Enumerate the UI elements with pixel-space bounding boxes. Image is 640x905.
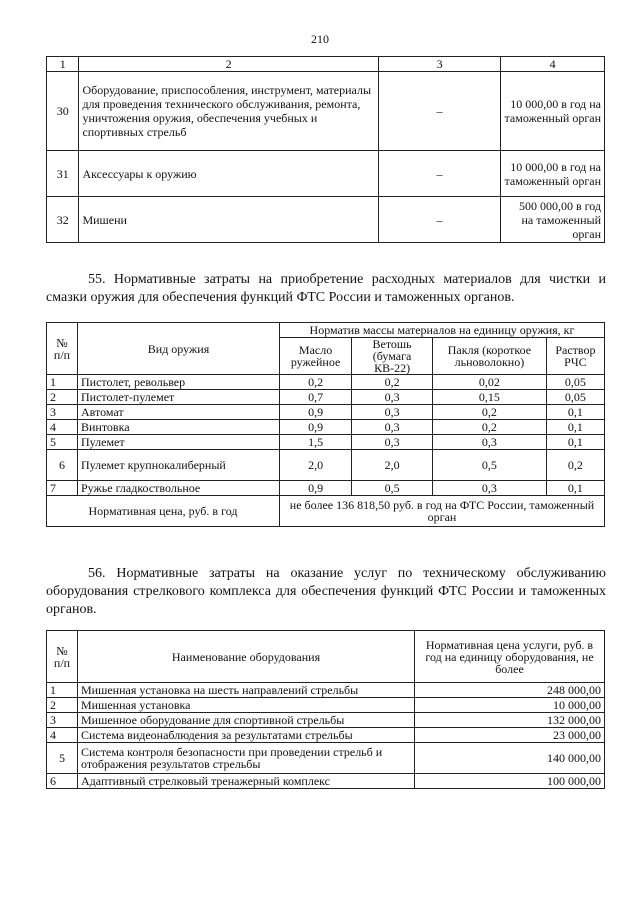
row-number: 30	[47, 72, 79, 151]
tow-value: 0,3	[433, 435, 547, 450]
table-row	[47, 420, 605, 435]
equipment-price: 248 000,00	[415, 683, 605, 698]
rags-value: 0,3	[352, 435, 433, 450]
equipment-name: Система контроля безопасности при проведении стрельб и отображения результатов стрельбы	[78, 743, 415, 774]
item-name: Оборудование, приспособления, инструмент, материалы для проведения технического обслуживания, ремонта, уничтожения оружия, обеспечения учебных и спортивных стрельб	[79, 72, 378, 151]
header-tow: Пакля (короткое льноволокно)	[433, 338, 547, 375]
table-row	[47, 728, 605, 743]
header-weapon-kind: Вид оружия	[78, 323, 280, 375]
row-number: 3	[47, 713, 78, 728]
table-row	[47, 698, 605, 713]
equipment-name: Система видеонаблюдения за результатами стрельбы	[78, 728, 415, 743]
table-header-row	[47, 323, 605, 338]
row-number: 4	[47, 728, 78, 743]
row-number: 31	[47, 151, 79, 197]
equipment-cost-table	[46, 56, 605, 243]
row-number: 7	[47, 481, 78, 496]
table-row	[47, 743, 605, 774]
cleaning-materials-table	[46, 322, 605, 527]
tow-value: 0,2	[433, 420, 547, 435]
equipment-name: Мишенное оборудование для спортивной стрельбы	[78, 713, 415, 728]
equipment-name: Мишенная установка на шесть направлений стрельбы	[78, 683, 415, 698]
equipment-price: 23 000,00	[415, 728, 605, 743]
weapon-kind: Винтовка	[78, 420, 280, 435]
oil-value: 0,9	[280, 481, 352, 496]
header-number: № п/п	[47, 323, 78, 375]
item-col3: –	[378, 72, 500, 151]
oil-value: 0,2	[280, 375, 352, 390]
row-number: 6	[47, 774, 78, 789]
row-number: 2	[47, 698, 78, 713]
item-col3: –	[378, 151, 500, 197]
column-number-1: 1	[47, 57, 79, 72]
tow-value: 0,15	[433, 390, 547, 405]
table-row	[47, 72, 605, 151]
row-number: 2	[47, 390, 78, 405]
item-price: 500 000,00 в год на таможенный орган	[501, 197, 605, 243]
total-row	[47, 496, 605, 527]
rags-value: 0,3	[352, 390, 433, 405]
row-number: 1	[47, 375, 78, 390]
item-name: Мишени	[79, 197, 378, 243]
oil-value: 0,7	[280, 390, 352, 405]
paragraph-56: 56. Нормативные затраты на оказание услуг по техническому обслуживанию оборудования стрелкового комплекса для обеспечения функций ФТС России и таможенных органов.	[46, 566, 606, 617]
row-number: 5	[47, 435, 78, 450]
solution-value: 0,05	[546, 375, 604, 390]
solution-value: 0,05	[546, 390, 604, 405]
rags-value: 0,5	[352, 481, 433, 496]
table-row	[47, 197, 605, 243]
rags-value: 0,2	[352, 375, 433, 390]
header-price: Нормативная цена услуги, руб. в год на единицу оборудования, не более	[415, 631, 605, 683]
weapon-kind: Пулемет крупнокалиберный	[78, 450, 280, 481]
row-number: 4	[47, 420, 78, 435]
table-row	[47, 774, 605, 789]
solution-value: 0,2	[546, 450, 604, 481]
table-row	[47, 713, 605, 728]
total-value: не более 136 818,50 руб. в год на ФТС России, таможенный орган	[280, 496, 605, 527]
paragraph-55: 55. Нормативные затраты на приобретение расходных материалов для чистки и смазки оружия для обеспечения функций ФТС России и таможенных органов.	[46, 272, 606, 305]
equipment-price: 100 000,00	[415, 774, 605, 789]
row-number: 5	[47, 743, 78, 774]
total-label: Нормативная цена, руб. в год	[47, 496, 280, 527]
weapon-kind: Ружье гладкоствольное	[78, 481, 280, 496]
equipment-price: 132 000,00	[415, 713, 605, 728]
row-number: 3	[47, 405, 78, 420]
solution-value: 0,1	[546, 405, 604, 420]
oil-value: 2,0	[280, 450, 352, 481]
table-row	[47, 435, 605, 450]
solution-value: 0,1	[546, 420, 604, 435]
equipment-name: Адаптивный стрелковый тренажерный комплекс	[78, 774, 415, 789]
weapon-kind: Автомат	[78, 405, 280, 420]
table-row	[47, 151, 605, 197]
header-equipment-name: Наименование оборудования	[78, 631, 415, 683]
row-number: 32	[47, 197, 79, 243]
table-row	[47, 375, 605, 390]
solution-value: 0,1	[546, 481, 604, 496]
tow-value: 0,3	[433, 481, 547, 496]
item-name: Аксессуары к оружию	[79, 151, 378, 197]
table-row	[47, 405, 605, 420]
table-row	[47, 390, 605, 405]
weapon-kind: Пулемет	[78, 435, 280, 450]
equipment-name: Мишенная установка	[78, 698, 415, 713]
table-row	[47, 683, 605, 698]
tow-value: 0,02	[433, 375, 547, 390]
table-header-row	[47, 631, 605, 683]
row-number: 6	[47, 450, 78, 481]
table-row	[47, 450, 605, 481]
tow-value: 0,5	[433, 450, 547, 481]
table-header-row	[47, 57, 605, 72]
header-oil: Масло ружейное	[280, 338, 352, 375]
weapon-kind: Пистолет-пулемет	[78, 390, 280, 405]
oil-value: 0,9	[280, 420, 352, 435]
rags-value: 0,3	[352, 420, 433, 435]
equipment-price: 140 000,00	[415, 743, 605, 774]
row-number: 1	[47, 683, 78, 698]
page-number: 210	[311, 32, 329, 46]
item-price: 10 000,00 в год на таможенный орган	[501, 72, 605, 151]
oil-value: 0,9	[280, 405, 352, 420]
column-number-4: 4	[501, 57, 605, 72]
equipment-price: 10 000,00	[415, 698, 605, 713]
solution-value: 0,1	[546, 435, 604, 450]
table-row	[47, 481, 605, 496]
oil-value: 1,5	[280, 435, 352, 450]
header-rags: Ветошь (бумага КВ-22)	[352, 338, 433, 375]
header-solution: Раствор РЧС	[546, 338, 604, 375]
tow-value: 0,2	[433, 405, 547, 420]
item-col3: –	[378, 197, 500, 243]
header-material-norm: Норматив массы материалов на единицу оружия, кг	[280, 323, 605, 338]
column-number-3: 3	[378, 57, 500, 72]
rags-value: 2,0	[352, 450, 433, 481]
item-price: 10 000,00 в год на таможенный орган	[501, 151, 605, 197]
rags-value: 0,3	[352, 405, 433, 420]
weapon-kind: Пистолет, револьвер	[78, 375, 280, 390]
column-number-2: 2	[79, 57, 378, 72]
header-number: № п/п	[47, 631, 78, 683]
maintenance-services-table	[46, 630, 605, 789]
